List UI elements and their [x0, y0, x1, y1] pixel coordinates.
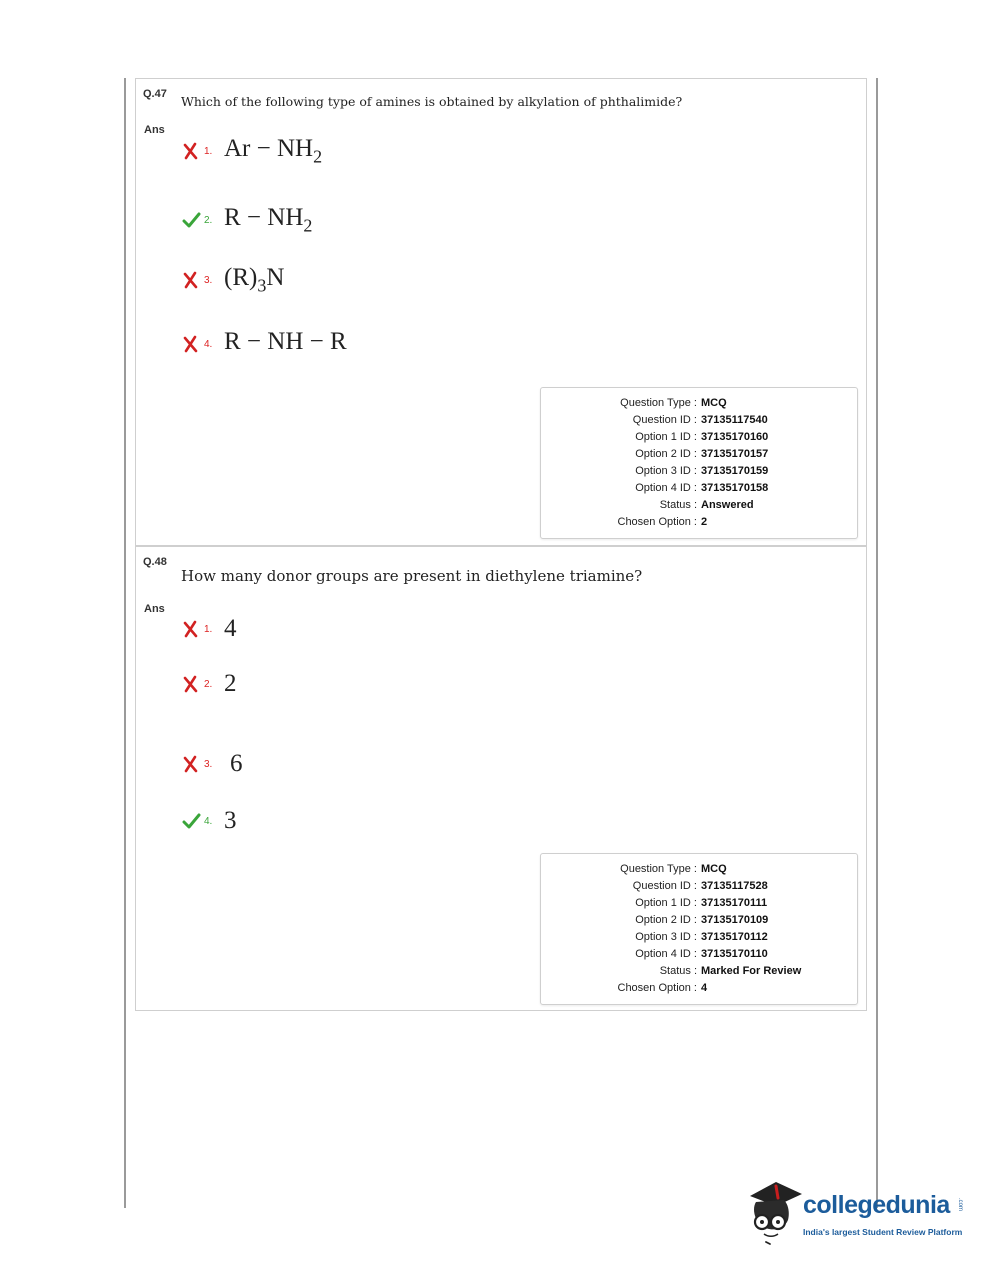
check-icon: [181, 211, 201, 229]
question-info-box: [540, 387, 858, 539]
info-question-id: Question ID : 37135117528: [632, 880, 768, 892]
question-panel-48: [135, 546, 867, 1011]
info-option2-id: Option 2 ID : 37135170109: [635, 914, 769, 926]
option-number: 4.: [204, 338, 213, 350]
option-value: 6: [230, 750, 243, 777]
info-status: Status : Marked For Review: [659, 965, 802, 977]
question-number: Q.47: [143, 88, 167, 100]
cross-icon: [181, 142, 201, 160]
info-option1-id: Option 1 ID : 37135170111: [635, 897, 768, 909]
question-number: Q.48: [143, 556, 167, 568]
brand-domain: .com: [957, 1198, 963, 1212]
option-number: 1.: [204, 145, 213, 157]
option-2: [181, 670, 237, 698]
info-option3-id: Option 3 ID : 37135170112: [635, 931, 768, 943]
answer-label: Ans: [144, 124, 165, 136]
option-4: [181, 328, 347, 360]
option-number: 3.: [204, 274, 213, 286]
option-number: 4.: [204, 815, 213, 827]
info-question-id: Question ID : 37135117540: [632, 414, 768, 426]
question-text: How many donor groups are present in diethylene triamine?: [181, 567, 643, 585]
info-chosen-option: Chosen Option : 2: [617, 516, 708, 528]
option-formula: R − NH − R: [224, 328, 347, 355]
info-option4-id: Option 4 ID : 37135170110: [635, 948, 768, 960]
option-1: [181, 615, 237, 643]
collegedunia-logo: [742, 1178, 972, 1248]
option-formula: $(R)_3N$: [224, 264, 285, 296]
option-formula: $R - NH_2$: [224, 204, 313, 236]
cross-icon: [181, 675, 201, 693]
question-panel-47: [135, 78, 867, 546]
cross-icon: [181, 755, 201, 773]
page-right-rule: [876, 78, 878, 1208]
option-3: [181, 750, 243, 778]
cross-icon: [181, 335, 201, 353]
info-option2-id: Option 2 ID : 37135170157: [635, 448, 769, 460]
option-2: [181, 204, 312, 236]
check-icon: [181, 812, 201, 830]
cross-icon: [181, 620, 201, 638]
option-value: 3: [224, 807, 237, 834]
cross-icon: [181, 271, 201, 289]
info-option4-id: Option 4 ID : 37135170158: [635, 482, 769, 494]
option-number: 2.: [204, 214, 213, 226]
answer-label: Ans: [144, 603, 165, 615]
option-1: [181, 135, 322, 167]
option-value: 2: [224, 670, 237, 697]
option-value: 4: [224, 615, 237, 642]
page-left-rule: [124, 78, 126, 1208]
option-4: [181, 807, 237, 835]
option-number: 1.: [204, 623, 213, 635]
info-option3-id: Option 3 ID : 37135170159: [635, 465, 769, 477]
info-option1-id: Option 1 ID : 37135170160: [635, 431, 769, 443]
option-number: 3.: [204, 758, 213, 770]
option-3: [181, 264, 284, 296]
mascot-icon: [742, 1178, 804, 1248]
info-chosen-option: Chosen Option : 4: [617, 982, 708, 994]
info-question-type: Question Type : MCQ: [620, 863, 727, 875]
info-question-type: Question Type : MCQ: [620, 397, 727, 409]
brand-name: collegedunia: [803, 1191, 950, 1219]
option-formula: $Ar - NH_2$: [224, 135, 323, 167]
question-text: Which of the following type of amines is obtained by alkylation of phthalimide?: [181, 94, 683, 109]
info-status: Status : Answered: [659, 499, 754, 511]
question-info-box: [540, 853, 858, 1005]
brand-tagline: India's largest Student Review Platform: [803, 1227, 963, 1237]
option-number: 2.: [204, 678, 213, 690]
